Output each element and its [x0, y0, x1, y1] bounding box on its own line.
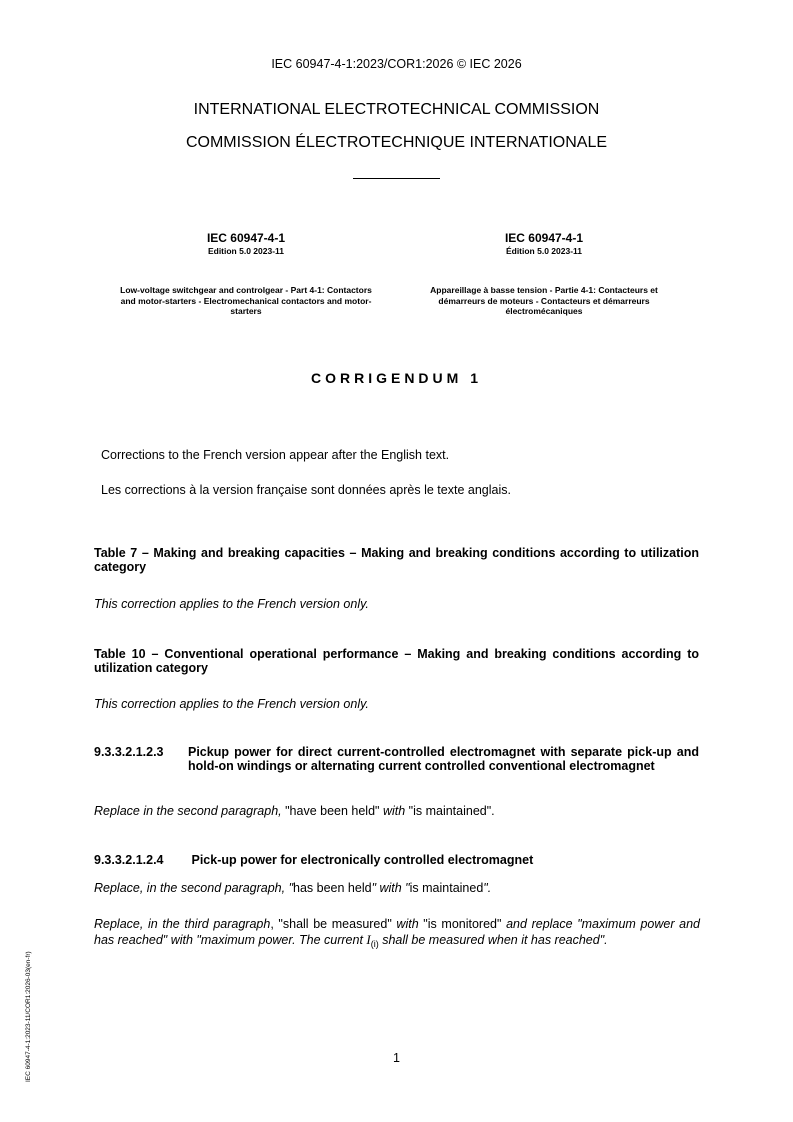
- corrigendum-title: CORRIGENDUM 1: [310, 370, 482, 386]
- document-reference: IEC 60947-4-1:2023/COR1:2026 © IEC 2026: [271, 57, 522, 71]
- correction-old-text: , "shall be measured": [270, 917, 397, 931]
- correction-old-text: "have been held": [285, 804, 383, 818]
- standard-title-fr: Appareillage à basse tension - Partie 4-1: Contacteurs et démarreurs de moteurs - Contacteurs et démarreurs électromécaniques: [430, 285, 658, 316]
- correction-new-text: is maintained: [409, 881, 484, 895]
- correction-new-text: "is maintained".: [408, 804, 495, 818]
- standard-title-en: Low-voltage switchgear and controlgear - Part 4-1: Contactors and motor-starters - Electromechanical contactors and motor-starters: [120, 285, 372, 316]
- title-divider: [353, 178, 440, 179]
- correction-old-text: has been held: [293, 881, 372, 895]
- current-variable: I: [366, 932, 371, 947]
- clause-number: 9.3.3.2.1.2.4: [94, 853, 164, 867]
- correction-instruction-2: and replace "maximum power and has reached" with "maximum power. The current: [94, 917, 701, 947]
- clause-title: Pick-up power for electronically controlled electromagnet: [191, 853, 534, 867]
- table7-note: This correction applies to the French version only.: [94, 597, 369, 611]
- clause-heading-9-3-3-2-1-2-4: [94, 853, 699, 867]
- correction-instruction: Replace, in the third paragraph: [94, 917, 271, 931]
- table10-note: This correction applies to the French version only.: [94, 697, 369, 711]
- correction-with: with: [382, 804, 409, 818]
- correction-part: " with ": [371, 881, 410, 895]
- edition-en: Edition 5.0 2023-11: [207, 246, 285, 256]
- clause2-correction-1: [94, 881, 491, 895]
- current-subscript: (i): [370, 939, 379, 949]
- clause1-correction: [94, 804, 495, 818]
- correction-new-text: "is monitored": [423, 917, 507, 931]
- org-name-fr: COMMISSION ÉLECTROTECHNIQUE INTERNATIONALE: [185, 134, 608, 151]
- page-number: 1: [393, 1051, 400, 1065]
- table7-heading: Table 7 – Making and breaking capacities – Making and breaking conditions according to utilization category: [94, 546, 699, 574]
- correction-part: Replace, in the second paragraph, ": [94, 881, 294, 895]
- clause-number: 9.3.3.2.1.2.3: [94, 745, 164, 759]
- correction-part: ".: [483, 881, 492, 895]
- org-name-en: INTERNATIONAL ELECTROTECHNICAL COMMISSION: [193, 101, 600, 118]
- edition-fr: Édition 5.0 2023-11: [505, 246, 583, 256]
- clause2-correction-2: [94, 917, 700, 952]
- intro-fr: Les corrections à la version française sont données après le texte anglais.: [101, 483, 511, 497]
- correction-with: with: [396, 917, 424, 931]
- clause-heading-9-3-3-2-1-2-3: [94, 745, 699, 773]
- side-document-id: IEC 60947-4-1:2023-11/COR1:2026-03(en-fr): [25, 951, 32, 1082]
- correction-instruction-3: shall be measured when it has reached".: [378, 933, 608, 947]
- standard-number-en: IEC 60947-4-1: [206, 231, 286, 245]
- table10-heading: Table 10 – Conventional operational performance – Making and breaking conditions according to utilization category: [94, 647, 699, 675]
- standard-number-fr: IEC 60947-4-1: [504, 231, 584, 245]
- intro-en: Corrections to the French version appear after the English text.: [101, 448, 450, 462]
- correction-instruction: Replace in the second paragraph,: [94, 804, 286, 818]
- clause-title: Pickup power for direct current-controlled electromagnet with separate pick-up and hold-on windings or alternating current controlled conventional electromagnet: [188, 745, 699, 773]
